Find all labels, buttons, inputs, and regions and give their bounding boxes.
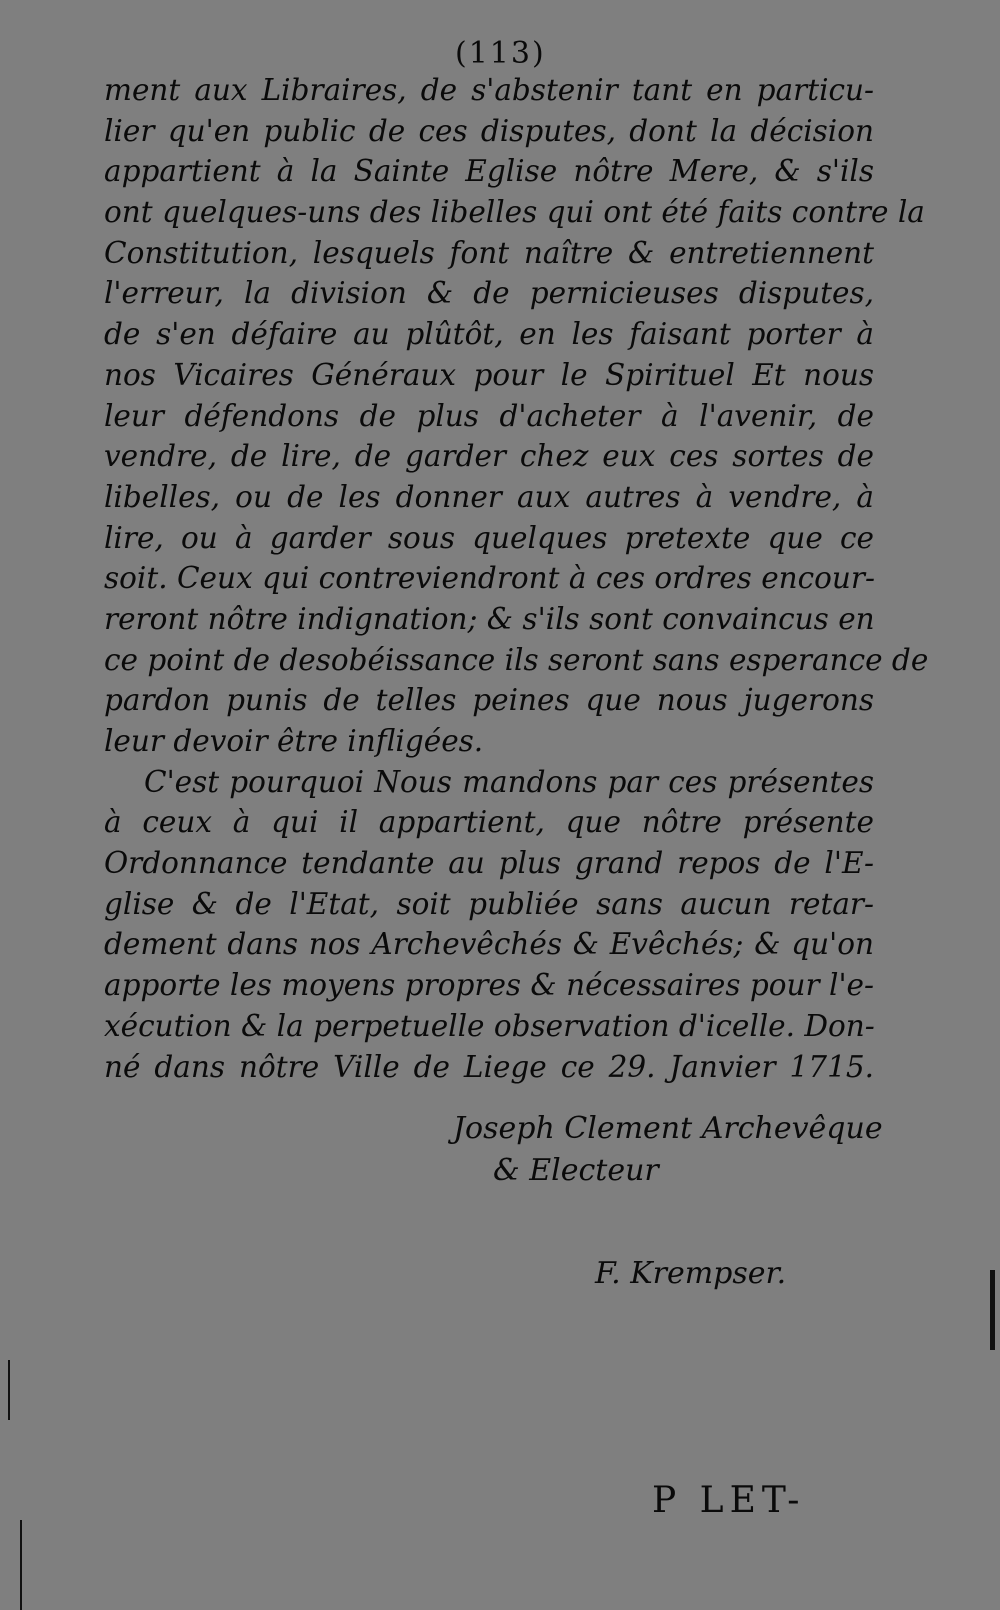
text-line: libelles, ou de les donner aux autres à vendre, à bbox=[104, 479, 874, 514]
text-line: reront nôtre indignation; & s'ils sont convaincus en bbox=[104, 601, 875, 636]
catchword: P LET- bbox=[652, 1480, 806, 1521]
secretary-signature: F. Krempser. bbox=[595, 1256, 787, 1291]
text-line: né dans nôtre Ville de Liege ce 29. Janvier 1715. bbox=[104, 1049, 874, 1084]
text-line: soit. Ceux qui contreviendront à ces ordres encour- bbox=[104, 561, 876, 596]
text-line: l'erreur, la division & de pernicieuses disputes, bbox=[104, 276, 874, 311]
text-line: Constitution, lesquels font naître & entretiennent bbox=[104, 235, 874, 270]
text-line: de s'en défaire au plûtôt, en les faisant porter à bbox=[104, 317, 874, 352]
paragraph-2 bbox=[104, 762, 874, 1088]
text-line: appartient à la Sainte Eglise nôtre Mere, & s'ils bbox=[104, 154, 874, 189]
signature-line-2: & Electeur bbox=[493, 1153, 659, 1188]
text-line: leur défendons de plus d'acheter à l'avenir, de bbox=[104, 398, 874, 433]
scan-mark-right bbox=[990, 1270, 995, 1350]
text-line: C'est pourquoi Nous mandons par ces présentes bbox=[144, 764, 874, 799]
text-line: dement dans nos Archevêchés & Evêchés; & qu'on bbox=[104, 927, 874, 962]
paragraph-1 bbox=[104, 70, 929, 762]
scan-mark-left bbox=[20, 1520, 22, 1610]
text-line: pardon punis de telles peines que nous jugerons bbox=[104, 683, 874, 718]
text-line: lire, ou à garder sous quelques pretexte que ce bbox=[104, 520, 874, 555]
text-line: ce point de desobéissance ils seront sans esperance de bbox=[104, 642, 929, 677]
text-line: Ordonnance tendante au plus grand repos de l'E- bbox=[104, 846, 874, 881]
text-line: vendre, de lire, de garder chez eux ces sortes de bbox=[104, 439, 874, 474]
text-line: nos Vicaires Généraux pour le Spirituel Et nous bbox=[104, 357, 874, 392]
text-line: xécution & la perpetuelle observation d'icelle. Don- bbox=[104, 1008, 875, 1043]
text-line: leur devoir être infligées. bbox=[104, 724, 484, 758]
text-line: à ceux à qui il appartient, que nôtre présente bbox=[104, 805, 874, 840]
ordinance-text bbox=[104, 70, 929, 1087]
page-number: (113) bbox=[455, 36, 546, 71]
text-line: lier qu'en public de ces disputes, dont la décision bbox=[104, 113, 874, 148]
scan-mark-left-upper bbox=[8, 1360, 10, 1420]
signature-line-1: Joseph Clement Archevêque bbox=[453, 1111, 883, 1146]
text-line: ment aux Libraires, de s'abstenir tant en particu- bbox=[104, 73, 874, 107]
text-line: ont quelques-uns des libelles qui ont été faits contre la bbox=[104, 195, 925, 230]
text-line: apporte les moyens propres & nécessaires pour l'e- bbox=[104, 968, 874, 1003]
text-line: glise & de l'Etat, soit publiée sans aucun retar- bbox=[104, 886, 874, 921]
